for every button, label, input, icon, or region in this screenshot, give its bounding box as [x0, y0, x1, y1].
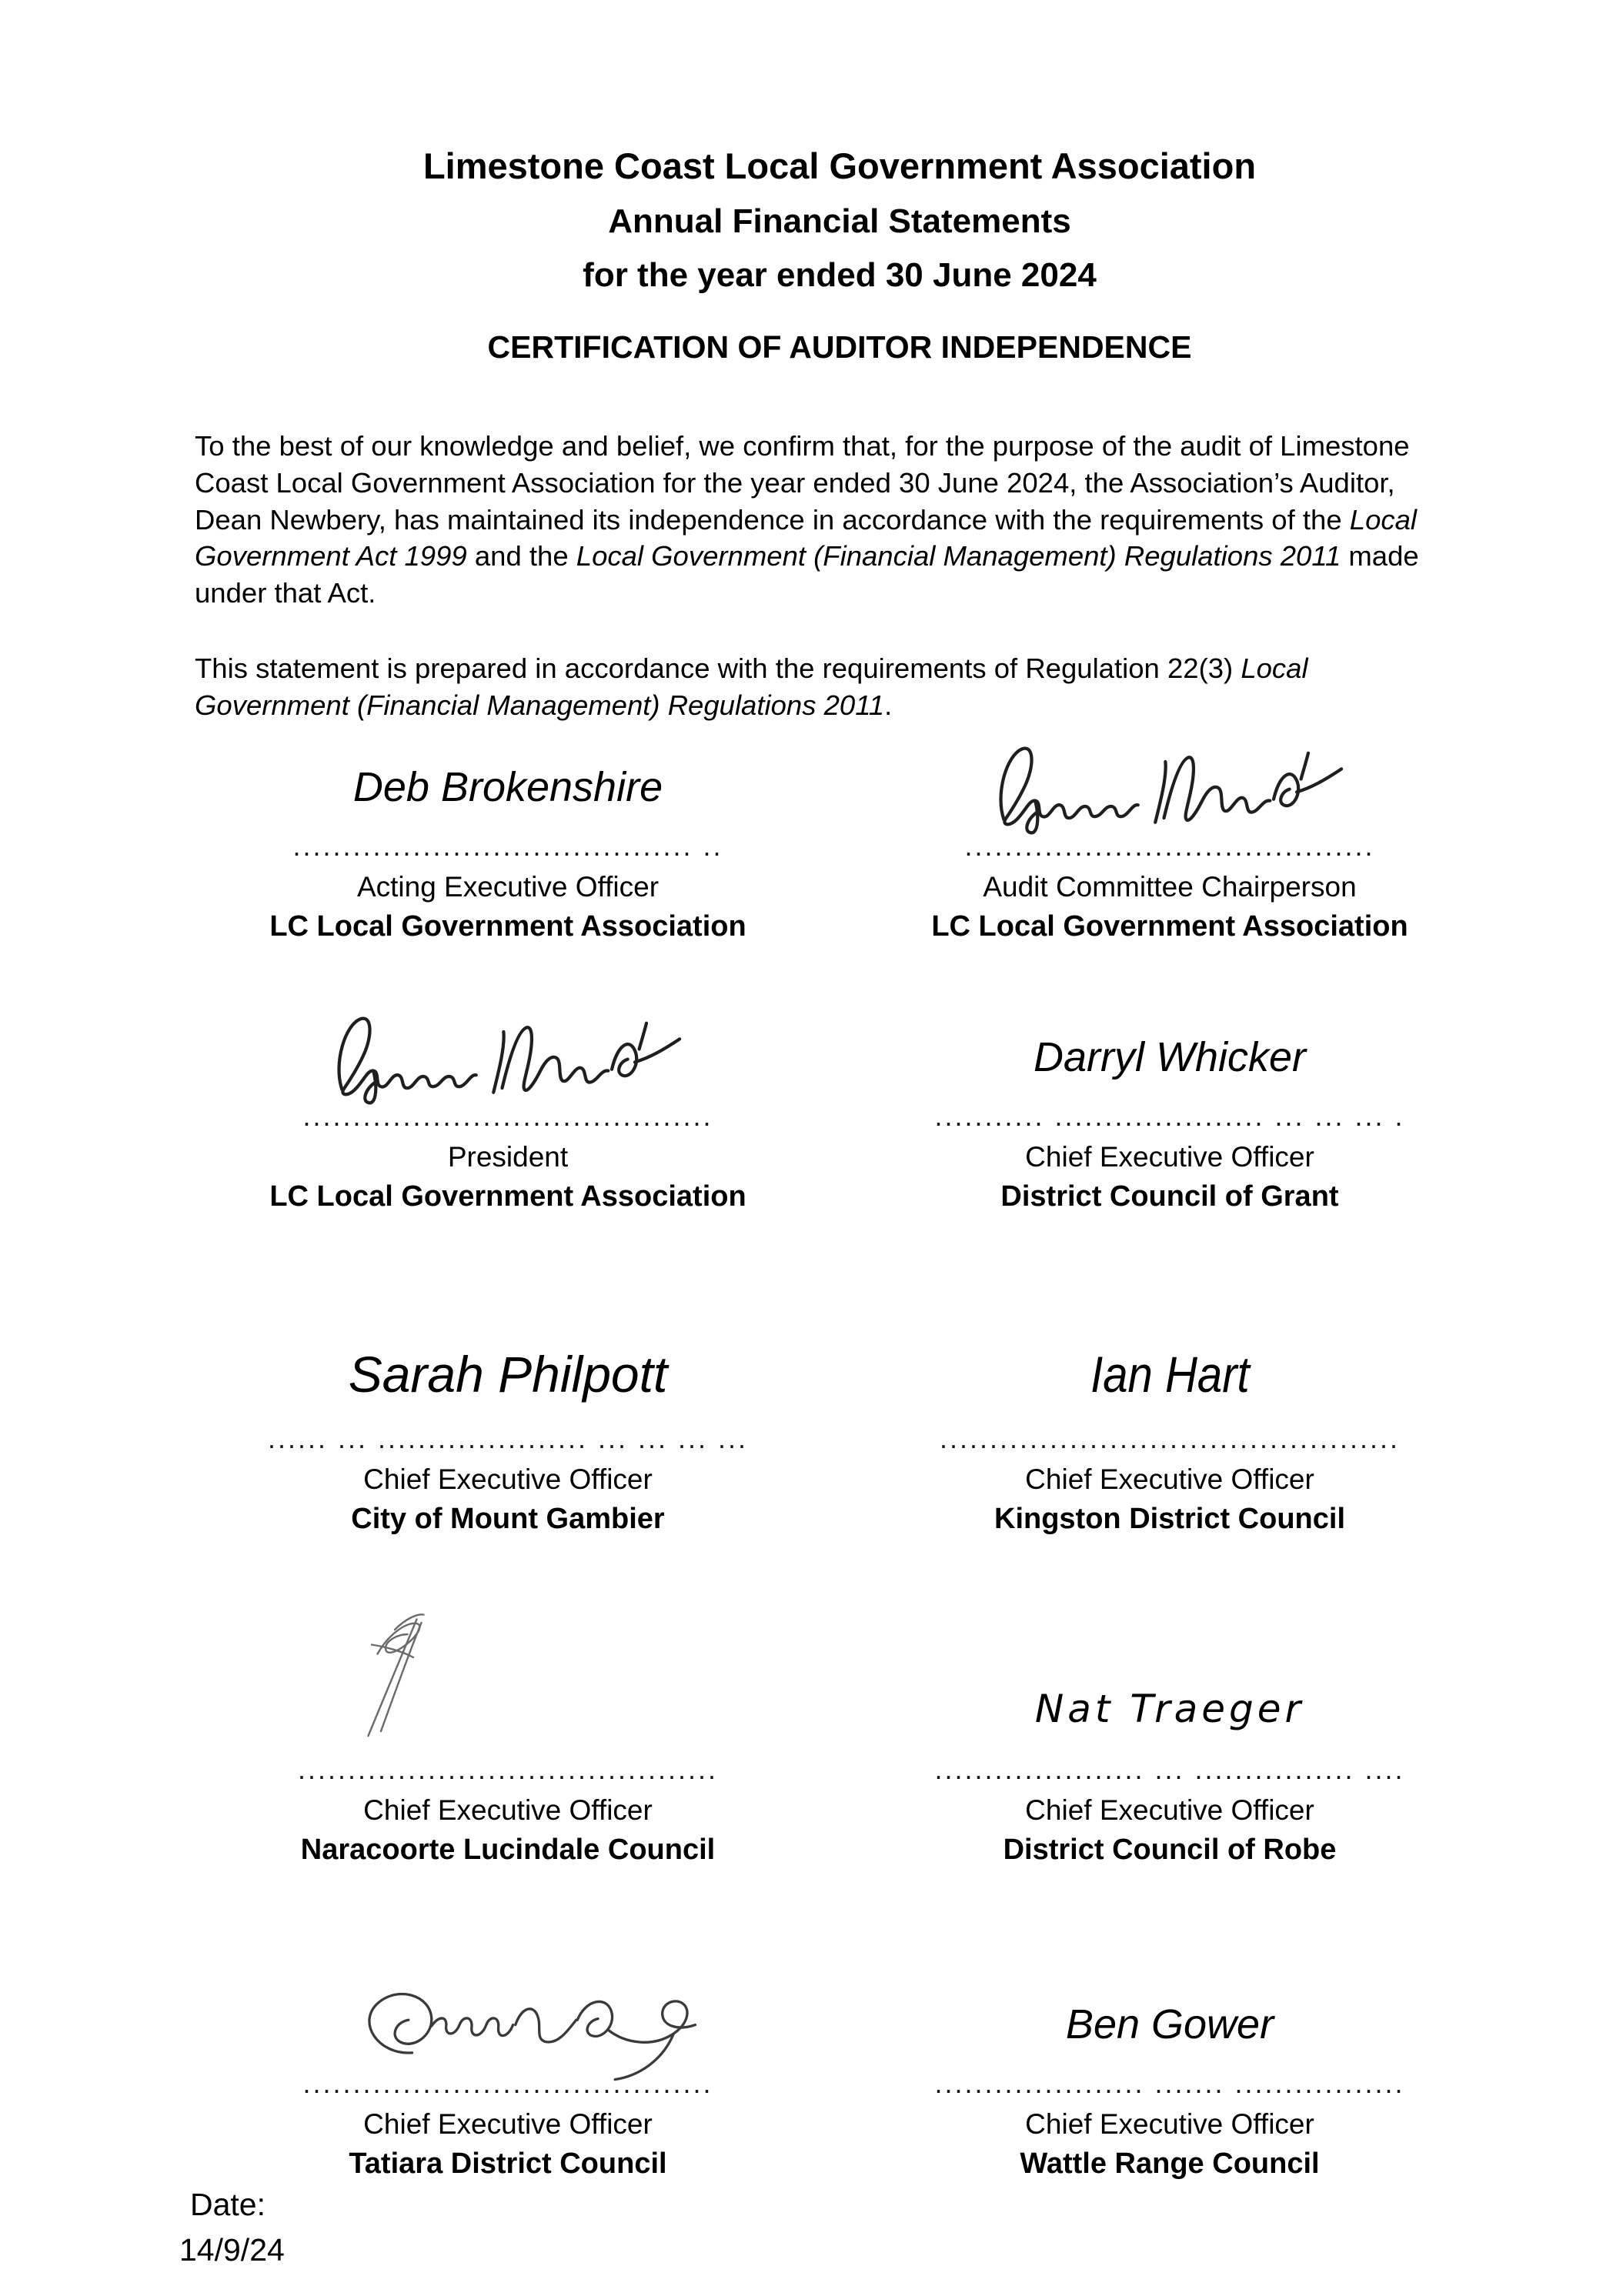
- signatory-name: Ben Gower: [1065, 2001, 1274, 2047]
- paragraph-text: and the: [466, 540, 576, 572]
- date-value: 14/9/24: [179, 2232, 285, 2268]
- signature-organisation: LC Local Government Association: [931, 909, 1408, 943]
- lynette-martin-signature: [977, 727, 1362, 843]
- signature-organisation: Kingston District Council: [994, 1502, 1345, 1535]
- legislation-reference: Local Government Act 1999: [195, 503, 1418, 572]
- document-header: [195, 146, 1484, 294]
- document-period: for the year ended 30 June 2024: [583, 256, 1097, 295]
- signature-block-ben-gower: [885, 1949, 1454, 2181]
- signature-role: Chief Executive Officer: [1025, 2107, 1314, 2140]
- lynette-martin-signature-area: [223, 982, 793, 1109]
- dotted-signature-line: ........................................ ..: [292, 830, 723, 862]
- signatory-name: Nat Traeger: [1034, 1687, 1305, 1731]
- signature-block-lynette-martin: [223, 982, 793, 1213]
- dotted-signature-line: ..................... ... ................ ....: [934, 1754, 1405, 1785]
- signature-role: Chief Executive Officer: [1025, 1463, 1314, 1495]
- document-title: Limestone Coast Local Government Association: [422, 145, 1257, 186]
- signature-organisation: City of Mount Gambier: [351, 1502, 665, 1535]
- paragraph-text: To the best of our knowledge and belief, we confirm that, for the purpose of the audit of Limestone Coast Local Government Association for the year ended 30 June 2024, the Association’s Auditor, Dean Newbery, has maintained its independence in accordance with the requirements of the: [195, 430, 1410, 536]
- signatory-name: Sarah Philpott: [348, 1346, 668, 1403]
- signature-row: [0, 712, 1623, 966]
- signature-block-sarah-philpott: [223, 1304, 793, 1536]
- signatory-name: Darryl Whicker: [1033, 1034, 1306, 1080]
- signature-block-tatiara-ceo: [223, 1949, 793, 2181]
- dotted-signature-line: .........................................: [964, 830, 1375, 862]
- lynette-martin-signature: [977, 727, 1362, 846]
- typed-name-area: [223, 1304, 793, 1431]
- dotted-signature-line: ..............................................: [939, 1423, 1401, 1454]
- legislation-reference: Local Government (Financial Management) Regulations 2011: [576, 540, 1341, 572]
- lynette-martin-signature: [316, 997, 700, 1116]
- typed-name-area: [885, 1635, 1454, 1762]
- typed-name-area: [885, 1304, 1454, 1431]
- body-paragraphs: [195, 428, 1426, 724]
- signature-organisation: LC Local Government Association: [269, 909, 746, 943]
- typed-name-area: [885, 982, 1454, 1109]
- signature-role: Chief Executive Officer: [1025, 1140, 1314, 1173]
- signature-row: [0, 1949, 1623, 2203]
- document-subtitle: Annual Financial Statements: [608, 202, 1071, 240]
- signature-organisation: Tatiara District Council: [349, 2147, 667, 2180]
- paragraph-text: made under that Act.: [195, 540, 1419, 609]
- paragraph-text: .: [884, 689, 893, 721]
- signature-block-nat-traeger: [885, 1635, 1454, 1867]
- signature-organisation: District Council of Grant: [1000, 1180, 1339, 1213]
- signature-organisation: LC Local Government Association: [269, 1180, 746, 1213]
- date-label: Date:: [190, 2187, 265, 2222]
- dotted-signature-line: .........................................: [302, 2067, 713, 2099]
- signature-role: Chief Executive Officer: [363, 2107, 653, 2140]
- signature-block-darryl-whicker: [885, 982, 1454, 1213]
- signature-row: [0, 1304, 1623, 1558]
- legislation-reference: Local Government (Financial Management) Regulations 2011: [195, 652, 1308, 721]
- signature-block-naracoorte-ceo: [223, 1635, 793, 1867]
- signature-organisation: Naracoorte Lucindale Council: [300, 1833, 716, 1866]
- signature-role: Acting Executive Officer: [356, 870, 660, 903]
- signature-row: [0, 982, 1623, 1236]
- lynette-martin-signature: [316, 997, 700, 1113]
- looped-cursive-signature: [335, 1963, 735, 2082]
- signature-organisation: Wattle Range Council: [1020, 2147, 1320, 2180]
- initials-scribble-signature: [335, 1606, 450, 1764]
- dotted-signature-line: ........... ..................... ... ... ... .: [934, 1100, 1405, 1132]
- initials-scribble-signature: [335, 1606, 450, 1760]
- signature-organisation: District Council of Robe: [1003, 1833, 1337, 1866]
- signature-role: Chief Executive Officer: [363, 1463, 653, 1495]
- signatory-name: Ian Hart: [1090, 1346, 1250, 1403]
- dotted-signature-line: ..........................................: [297, 1754, 719, 1785]
- typed-name-area: [223, 712, 793, 839]
- looped-cursive-signature-area: [223, 1949, 793, 2076]
- signature-block-deb-brokenshire: [223, 712, 793, 943]
- dotted-signature-line: ...... ... ..................... ... ... ... ...: [267, 1423, 749, 1454]
- lynette-martin-signature-area: [885, 712, 1454, 839]
- signature-role: President: [447, 1140, 569, 1173]
- paragraph: [195, 428, 1426, 612]
- signature-role: Chief Executive Officer: [1025, 1794, 1314, 1826]
- dotted-signature-line: .........................................: [302, 1100, 713, 1132]
- signature-role: Chief Executive Officer: [363, 1794, 653, 1826]
- signature-block-ian-hart: [885, 1304, 1454, 1536]
- typed-name-area: [885, 1949, 1454, 2076]
- signature-role: Audit Committee Chairperson: [983, 870, 1357, 903]
- date-block: [179, 2182, 285, 2274]
- signatory-name: Deb Brokenshire: [352, 764, 663, 810]
- dotted-signature-line: ..................... ....... .................: [934, 2067, 1405, 2099]
- looped-cursive-signature: [335, 1963, 735, 2078]
- section-heading: CERTIFICATION OF AUDITOR INDEPENDENCE: [487, 329, 1192, 365]
- initials-scribble-signature-area: [223, 1635, 793, 1762]
- paragraph-text: This statement is prepared in accordance with the requirements of Regulation 22(3): [195, 652, 1241, 685]
- signature-row: [0, 1635, 1623, 1889]
- signature-block-lynette-martin: [885, 712, 1454, 943]
